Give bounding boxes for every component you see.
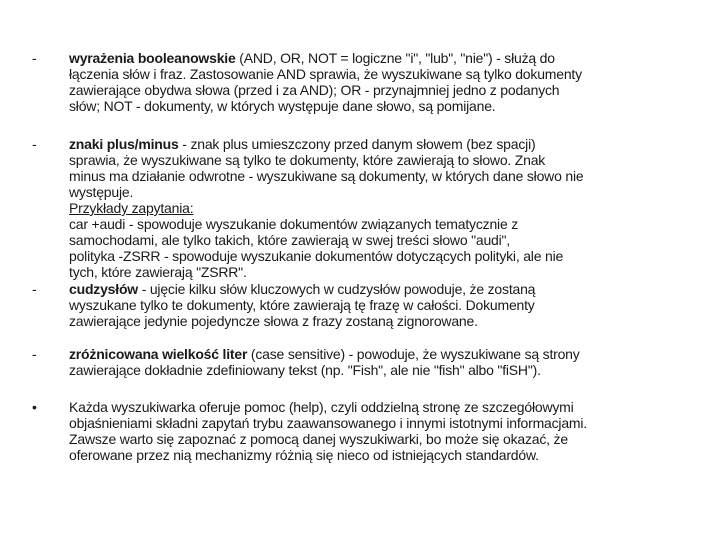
bullet-dash: -: [32, 346, 37, 362]
item-text: cudzysłów - ujęcie kilku słów kluczowych w cudzysłów powoduje, że zostaną wyszukane tylko te dokumenty, które zawierają tę frazę w całości. Dokumenty zawierające jedynie pojedyncze słowa z frazy zostaną zignorowane.: [69, 281, 536, 329]
term-bold: cudzysłów: [69, 281, 138, 297]
example-line: samochodami, ale tylko takich, które zawierają w swej treści słowo "audi",: [69, 232, 510, 248]
bullet-dash: -: [32, 50, 37, 66]
term-bold: wyrażenia booleanowskie: [69, 50, 236, 66]
example-line: polityka -ZSRR - spowoduje wyszukanie dokumentów dotyczących polityki, ale nie: [69, 248, 564, 264]
term-bold: zróżnicowana wielkość liter: [69, 346, 248, 362]
item-text: Każda wyszukiwarka oferuje pomoc (help), czyli oddzielną stronę ze szczegółowymi objaśnieniami składni zapytań trybu zaawansowanego i innymi istotnymi informacjami. Zawsze warto się zapoznać z pomocą danej wyszukiwarki, bo może się okazać, że oferowane przez nią mechanizmy różnią się nieco od istniejących standardów.: [69, 399, 587, 463]
bullet-dot: •: [32, 399, 37, 415]
example-line: car +audi - spowoduje wyszukanie dokumentów związanych tematycznie z: [69, 216, 519, 232]
term-bold: znaki plus/minus: [69, 136, 179, 152]
examples-heading: Przykłady zapytania:: [69, 200, 194, 216]
bullet-dash: -: [32, 136, 37, 152]
item-text: zróżnicowana wielkość liter (case sensitive) - powoduje, że wyszukiwane są strony zawierające dokładnie zdefiniowany tekst (np. "Fish", ale nie "fish" albo "fiSH").: [69, 346, 580, 378]
item-text: wyrażenia booleanowskie (AND, OR, NOT = logiczne "i", "lub", "nie") - służą do łączenia słów i fraz. Zastosowanie AND sprawia, że wyszukiwane są tylko dokumenty zawierające obydwa słowa (przed i za AND); OR - przynajmniej jedno z podanych słów; NOT - dokumenty, w których występuje dane słowo, są pomijane.: [69, 50, 582, 114]
example-line: tych, które zawierają "ZSRR".: [69, 264, 247, 280]
item-text: znaki plus/minus - znak plus umieszczony przed danym słowem (bez spacji) sprawia, że wyszukiwane są tylko te dokumenty, które zawierają to słowo. Znak minus ma działanie odwrotne - wyszukiwane są dokumenty, w których dane słowo nie występuje. Przykłady zapytania: car +audi - spowoduje wyszukanie dokumentów związanych tematycznie z samochodami, ale tylko takich, które zawierają w swej treści słowo "audi", polityka -ZSRR - spowoduje wyszukanie dokumentów dotyczących polityki, ale nie tych, które zawierają "ZSRR".: [69, 136, 689, 280]
bullet-dash: -: [32, 281, 37, 297]
